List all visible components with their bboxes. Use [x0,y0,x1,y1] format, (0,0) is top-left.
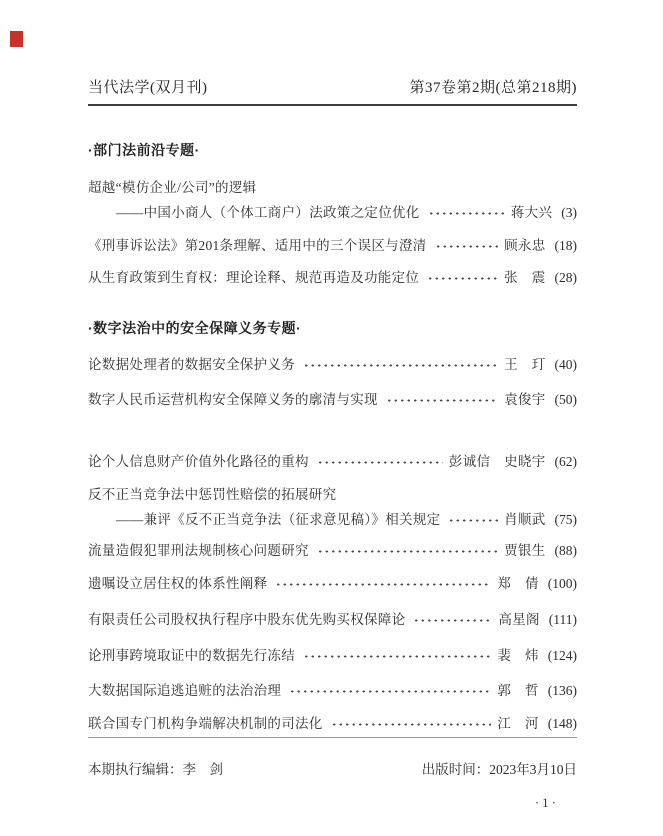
toc-entry [88,610,577,630]
toc-entry [88,714,577,734]
entry-title: 大数据国际追逃追赃的法治治理 [88,683,282,698]
entry-author: 张 震 [504,270,546,285]
entry-author: 郑 倩 [497,576,539,591]
entry-title: 超越“模仿企业/公司”的逻辑 [88,180,257,195]
dot-leader [386,399,498,402]
toc-entry [88,236,577,256]
entry-author: 顾永忠 [504,238,546,253]
toc-entry [88,355,577,375]
entry-title: 有限责任公司股权执行程序中股东优先购买权保障论 [88,612,406,627]
dot-leader [303,655,491,658]
dot-leader [303,364,498,367]
toc-entry [88,541,577,561]
entry-page: (148) [547,716,577,731]
page-number: ·1· [534,795,559,810]
section-heading-frontier: ·部门法前沿专题· [88,142,200,158]
entry-page: (28) [554,270,577,285]
entry-author: 袁俊宇 [504,392,546,407]
toc-entry [88,646,577,666]
executive-editor: 本期执行编辑：李 剑 [88,762,223,777]
entry-title: 流量造假犯罪刑法规制核心问题研究 [88,543,309,558]
footer-rule [88,737,577,738]
dot-leader [413,619,492,622]
dot-leader [275,583,491,586]
entry-author: 王 玎 [504,357,546,372]
page-footer [88,760,577,780]
toc-entry [88,510,577,530]
dot-leader [435,245,499,248]
entry-author: 高星阁 [498,612,540,627]
toc-entry [88,574,577,594]
entry-page: (111) [548,612,577,627]
entry-author: 贾银生 [504,543,546,558]
dot-leader [448,519,498,522]
toc-entry-title-line [88,178,577,198]
entry-author: 蒋大兴 [510,205,553,220]
toc-entry [88,268,577,288]
entry-title: 从生育政策到生育权：理论诠释、规范再造及功能定位 [88,270,420,285]
dot-leader [331,723,492,726]
toc-entry [88,681,577,701]
entry-page: (40) [554,357,577,372]
entry-page: (50) [554,392,577,407]
entry-title: 遗嘱设立居住权的体系性阐释 [88,576,268,591]
toc-entry [88,390,577,410]
entry-subtitle: ——兼评《反不正当竞争法（征求意见稿）》相关规定 [116,512,441,527]
toc-content [88,0,577,811]
entry-author: 肖顺武 [504,512,546,527]
entry-page: (18) [554,238,577,253]
toc-entry-title-line [88,485,577,505]
entry-title: 《刑事诉讼法》第201条理解、适用中的三个误区与澄清 [88,238,427,253]
toc-entry [88,452,577,472]
entry-page: (3) [561,205,577,220]
entry-author: 裴 炜 [497,648,539,663]
red-stamp-mark [10,31,23,47]
entry-title: 数字人民币运营机构安全保障义务的廓清与实现 [88,392,378,407]
entry-title: 反不正当竞争法中惩罚性赔偿的拓展研究 [88,487,337,502]
toc-entry [88,203,577,223]
entry-page: (62) [554,454,577,469]
issue-info: 第37卷第2期(总第218期) [409,80,577,96]
section-heading-digital: ·数字法治中的安全保障义务专题· [88,320,302,336]
journal-title: 当代法学(双月刊) [88,80,208,96]
entry-subtitle: ——中国小商人（个体工商户）法政策之定位优化 [116,205,420,220]
publish-date: 出版时间：2023年3月10日 [421,762,577,777]
entry-page: (136) [547,683,577,698]
entry-title: 论数据处理者的数据安全保护义务 [88,357,295,372]
page-header [88,76,577,97]
dot-leader [317,461,443,464]
entry-title: 联合国专门机构争端解决机制的司法化 [88,716,323,731]
entry-page: (100) [547,576,577,591]
entry-page: (124) [547,648,577,663]
dot-leader [427,277,498,280]
entry-page: (88) [554,543,577,558]
entry-title: 论刑事跨境取证中的数据先行冻结 [88,648,295,663]
header-rule [88,104,577,106]
dot-leader [289,690,491,693]
entry-author: 江 河 [497,716,539,731]
entry-author: 彭诚信 史晓宇 [448,454,546,469]
entry-author: 郭 哲 [497,683,539,698]
entry-title: 论个人信息财产价值外化路径的重构 [88,454,309,469]
dot-leader [317,550,498,553]
entry-page: (75) [554,512,577,527]
dot-leader [428,212,505,215]
